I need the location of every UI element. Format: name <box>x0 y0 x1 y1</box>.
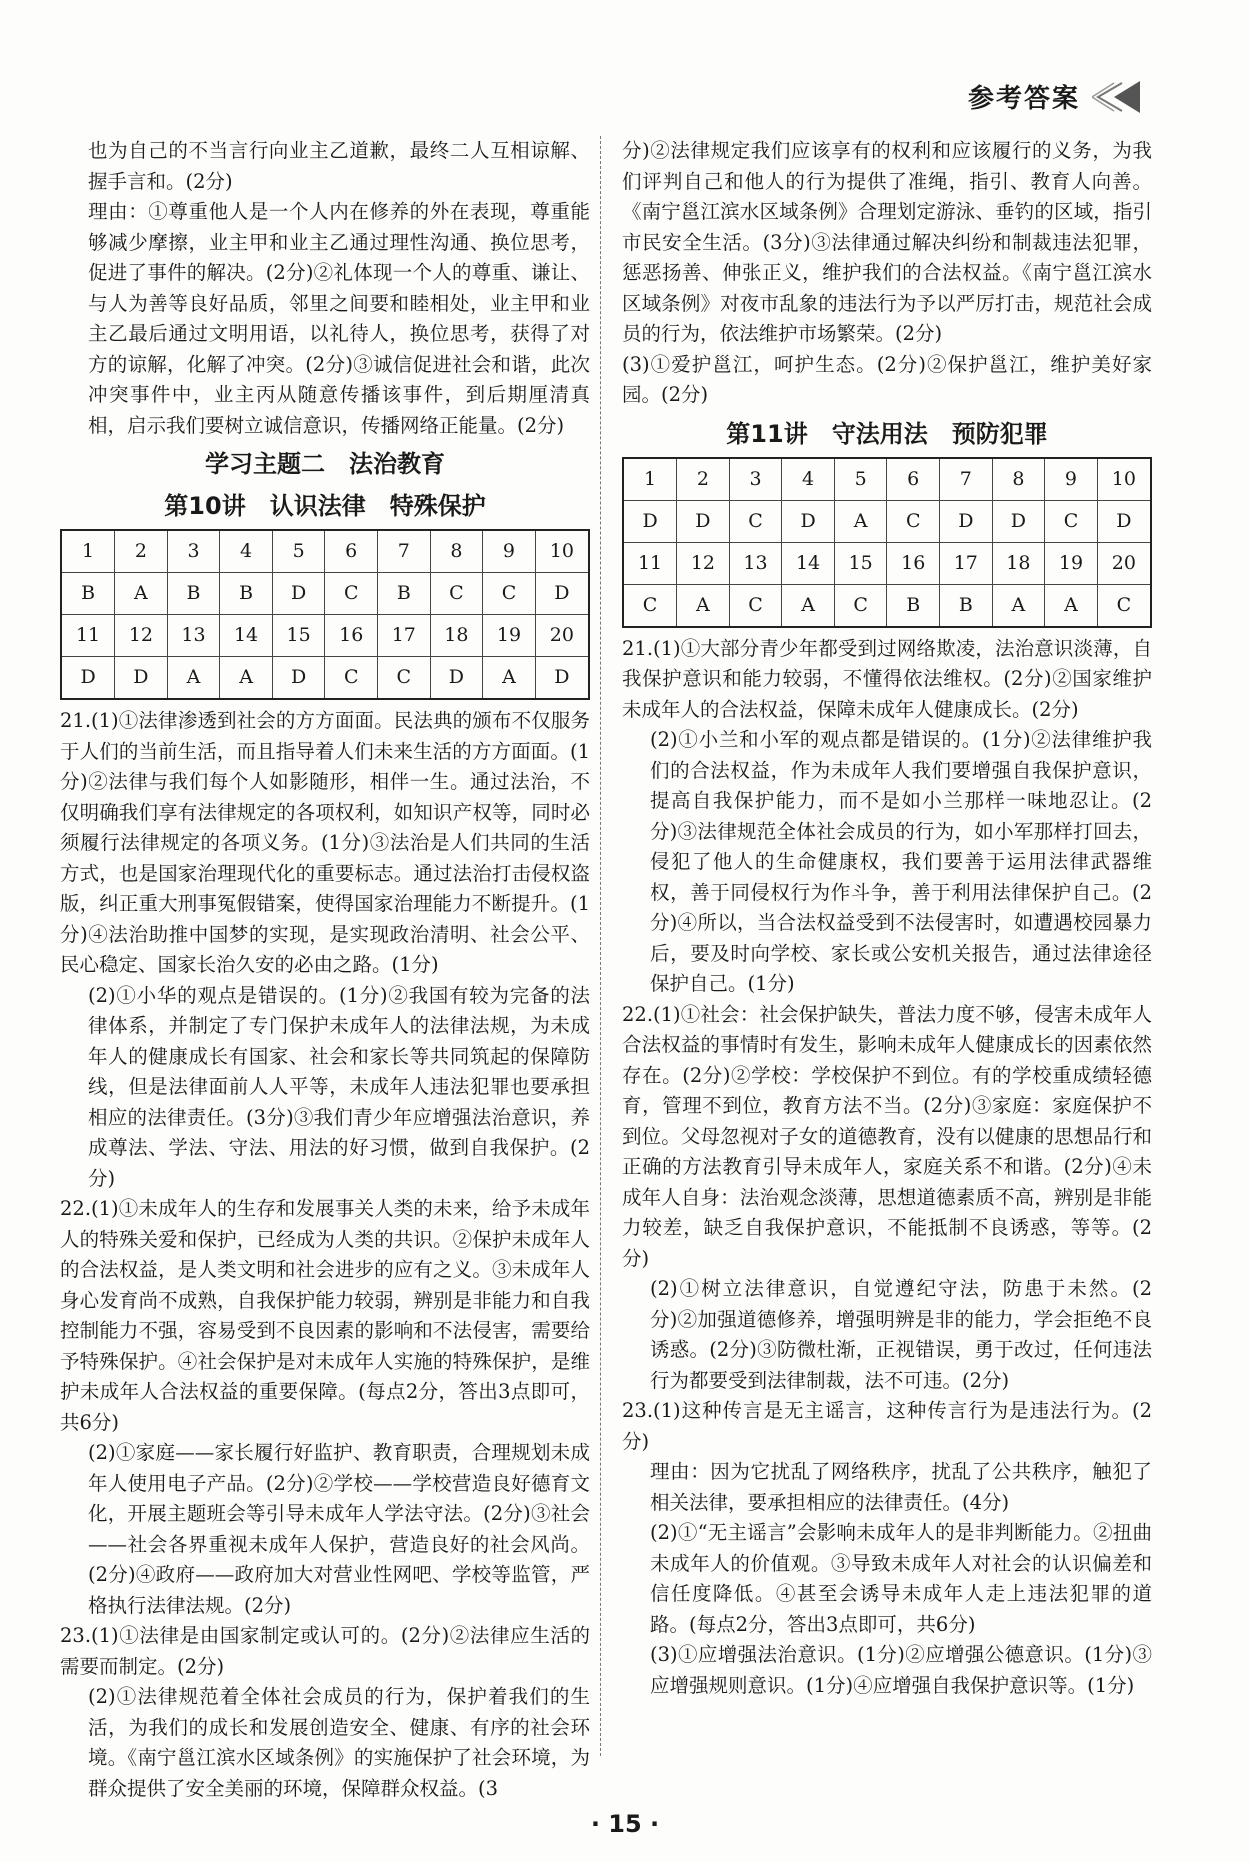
answer-21-1: 21.(1)①大部分青少年都受到过网络欺凌，法治意识淡薄，自我保护意识和能力较弱，不懂得依法维权。(2分)②国家维护未成年人的合法权益，保障未成年人健康成长。(2分) <box>622 636 1152 721</box>
answer-22-1: 22.(1)①未成年人的生存和发展事关人类的未来，给予未成年人的特殊关爱和保护，已经成为人类的共识。②保护未成年人的合法权益，是人类文明和社会进步的应有之义。③未成年人身心发育尚不成熟，自我保护能力较弱，辨别是非能力和自我控制能力不强，容易受到不良因素的影响和不法侵害，需要给予特殊保护。④社会保护是对未成年人实施的特殊保护，是维护未成年人合法权益的重要保障。(每点2分，答出3点即可，共6分) <box>60 1197 590 1434</box>
answer-22-2: (2)①家庭——家长履行好监护、教育职责，合理规划未成年人使用电子产品。(2分)②学校——学校营造良好德育文化，开展主题班会等引导未成年人学法守法。(2分)③社会——社会各界重视未成年人保护，营造良好的社会风尚。(2分)④政府——政府加大对营业性网吧、学校等监管，严格执行法律法规。(2分) <box>88 1441 590 1617</box>
table-cell: 10 <box>1097 458 1151 501</box>
table-cell: D <box>272 657 325 700</box>
table-row <box>61 657 589 700</box>
table-cell: C <box>729 500 782 542</box>
table-cell: 8 <box>992 458 1045 501</box>
table-cell: 9 <box>483 530 536 573</box>
table-cell: 12 <box>677 542 730 584</box>
table-cell: 15 <box>272 615 325 657</box>
table-cell: C <box>483 573 536 615</box>
table-row <box>61 615 589 657</box>
table-cell: 12 <box>115 615 168 657</box>
left-column <box>60 136 590 1804</box>
answer-23-1: 23.(1)这种传言是无主谣言，这种传言行为是违法行为。(2分) <box>622 1399 1152 1453</box>
answer-21-2: (2)①小兰和小军的观点都是错误的。(1分)②法律维护我们的合法权益，作为未成年人我们要增强自我保护意识，提高自我保护能力，而不是如小兰那样一味地忍让。(2分)③法律规范全体社会成员的行为，如小军那样打回去，侵犯了他人的生命健康权，我们要善于运用法律武器维权，善于同侵权行为作斗争，善于利用法律保护自己。(2分)④所以，当合法权益受到不法侵害时，如遭遇校园暴力后，要及时向学校、家长或公安机关报告，通过法律途径保护自己。(1分) <box>650 728 1152 995</box>
table-cell: 17 <box>940 542 993 584</box>
table-cell: 9 <box>1045 458 1098 501</box>
table-cell: 4 <box>782 458 835 501</box>
table-cell: 18 <box>430 615 483 657</box>
header-title: 参考答案 <box>967 84 1080 114</box>
table-row <box>623 500 1151 542</box>
table-cell: A <box>834 500 887 542</box>
table-cell: A <box>782 584 835 627</box>
page-number: · 15 · <box>590 1810 660 1838</box>
table-cell: 14 <box>220 615 273 657</box>
table-cell: C <box>1045 500 1098 542</box>
table-cell: C <box>430 573 483 615</box>
table-cell: C <box>325 657 378 700</box>
answer-23-2: (2)①“无主谣言”会影响未成年人的是非判断能力。②扭曲未成年人的价值观。③导致未成年人对社会的认识偏差和信任度降低。④甚至会诱导未成年人走上违法犯罪的道路。(每点2分，答出3点即可，共6分) <box>650 1521 1152 1636</box>
table-cell: 1 <box>61 530 115 573</box>
table-cell: D <box>61 657 115 700</box>
table-cell: C <box>325 573 378 615</box>
table-cell: A <box>167 657 220 700</box>
table-cell: 19 <box>1045 542 1098 584</box>
table-cell: D <box>782 500 835 542</box>
table-cell: A <box>115 573 168 615</box>
answer-23-2: (2)①法律规范着全体社会成员的行为，保护着我们的生活，为我们的成长和发展创造安全、健康、有序的社会环境。《南宁邕江滨水区域条例》的实施保护了社会环境，为群众提供了安全美丽的环境，保障群众权益。(3 <box>88 1685 590 1800</box>
table-cell: 5 <box>834 458 887 501</box>
table-row <box>61 573 589 615</box>
table-cell: D <box>940 500 993 542</box>
table-cell: D <box>677 500 730 542</box>
table-cell: D <box>535 573 589 615</box>
table-cell: 20 <box>1097 542 1151 584</box>
table-cell: 13 <box>167 615 220 657</box>
table-cell: 2 <box>115 530 168 573</box>
table-cell: 16 <box>325 615 378 657</box>
answer-22-1: 22.(1)①社会：社会保护缺失，普法力度不够，侵害未成年人合法权益的事情时有发生，影响未成年人健康成长的因素依然存在。(2分)②学校：学校保护不到位。有的学校重成绩轻德育，管理不到位，教育方法不当。(2分)③家庭：家庭保护不到位。父母忽视对子女的道德教育，没有以健康的思想品行和正确的方法教育引导未成年人，家庭关系不和谐。(2分)④未成年人自身：法治观念淡薄，思想道德素质不高，辨别是非能力较差，缺乏自我保护意识，不能抵制不良诱惑，等等。(2分) <box>622 1002 1152 1270</box>
table-row <box>623 584 1151 627</box>
answer-23-reason: 理由：因为它扰乱了网络秩序，扰乱了公共秩序，触犯了相关法律，要承担相应的法律责任。(4分) <box>650 1460 1152 1514</box>
answer-23-1: 23.(1)①法律是由国家制定或认可的。(2分)②法律应生活的需要而制定。(2分) <box>60 1624 590 1678</box>
table-cell: A <box>220 657 273 700</box>
table-cell: B <box>167 573 220 615</box>
table-cell: D <box>992 500 1045 542</box>
right-column <box>622 136 1152 1701</box>
table-cell: C <box>378 657 431 700</box>
column-divider <box>600 136 601 1756</box>
answer-22-2: (2)①树立法律意识，自觉遵纪守法，防患于未然。(2分)②加强道德修养，增强明辨是非的能力，学会拒绝不良诱惑。(2分)③防微杜渐，正视错误，勇于改过，任何违法行为都要受到法律制裁，法不可违。(2分) <box>650 1277 1152 1392</box>
table-row <box>623 542 1151 584</box>
theme-title: 学习主题二 法治教育 <box>205 450 445 478</box>
table-cell: 7 <box>940 458 993 501</box>
table-cell: D <box>115 657 168 700</box>
table-cell: 1 <box>623 458 677 501</box>
table-cell: 7 <box>378 530 431 573</box>
table-cell: 11 <box>61 615 115 657</box>
table-row <box>623 458 1151 501</box>
paragraph: 也为自己的不当言行向业主乙道歉，最终二人互相谅解、握手言和。(2分) <box>88 139 590 193</box>
table-cell: 6 <box>887 458 940 501</box>
table-cell: C <box>834 584 887 627</box>
table-cell: D <box>1097 500 1151 542</box>
lesson-title: 第11讲 守法用法 预防犯罪 <box>726 419 1048 448</box>
table-cell: 19 <box>483 615 536 657</box>
table-cell: B <box>220 573 273 615</box>
answer-23-3: (3)①应增强法治意识。(1分)②应增强公德意识。(1分)③应增强规则意识。(1分)④应增强自我保护意识等。(1分) <box>650 1643 1152 1697</box>
table-cell: A <box>992 584 1045 627</box>
lesson-title: 第10讲 认识法律 特殊保护 <box>164 492 486 520</box>
table-cell: D <box>623 500 677 542</box>
table-cell: A <box>1045 584 1098 627</box>
paragraph: (3)①爱护邕江，呵护生态。(2分)②保护邕江，维护美好家园。(2分) <box>622 352 1152 406</box>
table-cell: C <box>729 584 782 627</box>
table-cell: B <box>61 573 115 615</box>
table-cell: 8 <box>430 530 483 573</box>
table-cell: 5 <box>272 530 325 573</box>
table-cell: 11 <box>623 542 677 584</box>
table-cell: 17 <box>378 615 431 657</box>
table-cell: C <box>623 584 677 627</box>
table-cell: 2 <box>677 458 730 501</box>
table-cell: 4 <box>220 530 273 573</box>
table-cell: 15 <box>834 542 887 584</box>
table-cell: 14 <box>782 542 835 584</box>
paragraph: 理由：①尊重他人是一个人内在修养的外在表现，尊重能够减少摩擦，业主甲和业主乙通过理性沟通、换位思考，促进了事件的解决。(2分)②礼体现一个人的尊重、谦让、与人为善等良好品质，邻里之间要和睦相处，业主甲和业主乙最后通过文明用语，以礼待人，换位思考，获得了对方的谅解，化解了冲突。(2分)③诚信促进社会和谐，此次冲突事件中，业主丙从随意传播该事件，到后期厘清真相，启示我们要树立诚信意识，传播网络正能量。(2分) <box>88 200 590 437</box>
table-cell: A <box>677 584 730 627</box>
answer-table <box>60 529 590 700</box>
table-cell: 16 <box>887 542 940 584</box>
table-cell: D <box>535 657 589 700</box>
table-cell: C <box>1097 584 1151 627</box>
table-cell: 3 <box>167 530 220 573</box>
table-cell: 6 <box>325 530 378 573</box>
table-cell: A <box>483 657 536 700</box>
table-cell: 13 <box>729 542 782 584</box>
table-cell: B <box>940 584 993 627</box>
page-header <box>968 78 1140 115</box>
table-cell: B <box>887 584 940 627</box>
double-chevron-left-icon <box>1092 79 1140 115</box>
table-cell: D <box>272 573 325 615</box>
answer-table <box>622 457 1152 628</box>
table-cell: 20 <box>535 615 589 657</box>
paragraph: 分)②法律规定我们应该享有的权利和应该履行的义务，为我们评判自己和他人的行为提供了准绳，指引、教育人向善。《南宁邕江滨水区域条例》合理划定游泳、垂钓的区域，指引市民安全生活。(3分)③法律通过解决纠纷和制裁违法犯罪，惩恶扬善、伸张正义，维护我们的合法权益。《南宁邕江滨水区域条例》对夜市乱象的违法行为予以严厉打击，规范社会成员的行为，依法维护市场繁荣。(2分) <box>622 139 1152 345</box>
table-cell: C <box>887 500 940 542</box>
table-cell: 10 <box>535 530 589 573</box>
answer-21-2: (2)①小华的观点是错误的。(1分)②我国有较为完备的法律体系，并制定了专门保护未成年人的法律法规，为未成年人的健康成长有国家、社会和家长等共同筑起的保障防线，但是法律面前人人平等，未成年人违法犯罪也要承担相应的法律责任。(3分)③我们青少年应增强法治意识，养成尊法、学法、守法、用法的好习惯，做到自我保护。(2分) <box>88 983 590 1190</box>
table-cell: B <box>378 573 431 615</box>
answer-21-1: 21.(1)①法律渗透到社会的方方面面。民法典的颁布不仅服务于人们的当前生活，而且指导着人们未来生活的方方面面。(1分)②法律与我们每个人如影随形，相伴一生。通过法治，不仅明确我们享有法律规定的各项权利，如知识产权等，同时必须履行法律规定的各项义务。(1分)③法治是人们共同的生活方式，也是国家治理现代化的重要标志。通过法治打击侵权盗版，纠正重大刑事冤假错案，使得国家治理能力不断提升。(1分)④法治助推中国梦的实现，是实现政治清明、社会公平、民心稳定、国家长治久安的必由之路。(1分) <box>60 709 590 976</box>
table-cell: 3 <box>729 458 782 501</box>
table-cell: 18 <box>992 542 1045 584</box>
table-row <box>61 530 589 573</box>
table-cell: D <box>430 657 483 700</box>
